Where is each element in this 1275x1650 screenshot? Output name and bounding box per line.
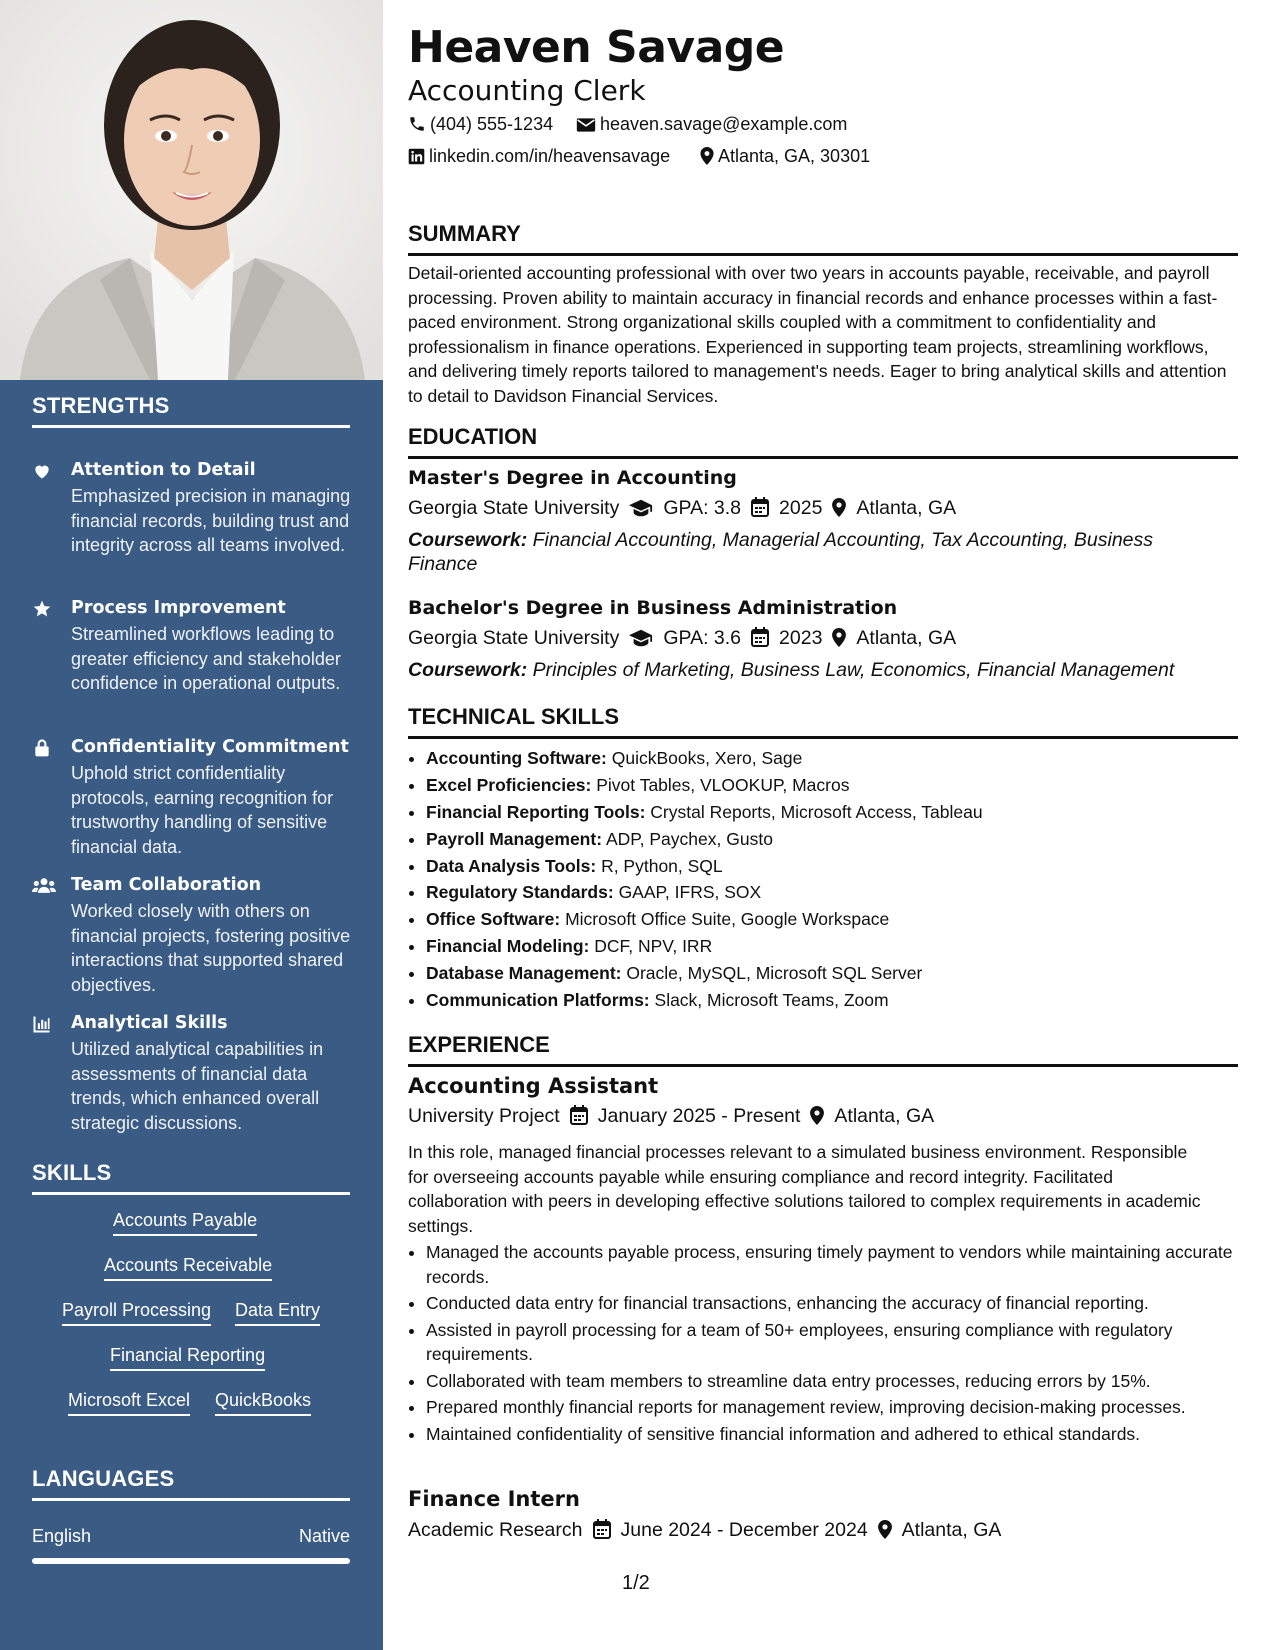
calendar-icon: [751, 627, 769, 653]
envelope-icon: [576, 117, 596, 138]
chart-icon: [32, 1014, 54, 1036]
job-title: Accounting Assistant: [408, 1074, 659, 1098]
coursework-label: Coursework:: [408, 529, 528, 551]
gpa: GPA: 3.8: [663, 497, 742, 519]
language-level: Native: [298, 1526, 350, 1546]
portrait-image: [0, 0, 383, 380]
strength-text: Worked closely with others on financial projects, fostering positive interactions that supported shared objectives.: [71, 901, 351, 995]
job-location: Atlanta, GA: [834, 1105, 935, 1127]
skill-category: Data Analysis Tools:: [426, 855, 597, 876]
users-icon: [32, 876, 54, 898]
skill-value: Pivot Tables, VLOOKUP, Macros: [596, 774, 850, 795]
summary-text: Detail-oriented accounting professional with over two years in accounts payable, receivable, and payroll processing. Proven ability to maintain accuracy in financial records and enhance processes within a fast-paced environment. Strong organizational skills coupled with a commitment to confidentiality and professionalism in finance operations. Experienced in supporting team projects, streamlining workflows, and delivering timely reports tailored to management's needs. Eager to bring analytical skills and attention to detail to Davidson Financial Services.: [408, 263, 1227, 406]
lock-icon: [32, 738, 54, 760]
list-item: • Conducted data entry for financial transactions, enhancing the accuracy of financial reporting.: [426, 1291, 1238, 1316]
location-text: Atlanta, GA, 30301: [718, 146, 871, 166]
list-item: • Maintained confidentiality of sensitive financial information and adhered to ethical standards.: [426, 1422, 1238, 1447]
language-row: [32, 1526, 350, 1547]
strength-title: Process Improvement: [71, 598, 286, 618]
skills-title: SKILLS: [32, 1160, 350, 1195]
skill-value: R, Python, SQL: [601, 855, 723, 876]
skill-value: GAAP, IFRS, SOX: [618, 882, 762, 903]
contact-location: [700, 146, 870, 170]
skill-category: Financial Reporting Tools:: [426, 801, 646, 822]
job-meta: [408, 1519, 1001, 1545]
list-item: [426, 827, 1238, 852]
phone-text: (404) 555-1234: [430, 114, 554, 134]
list-item: [426, 961, 1238, 986]
skill-value: DCF, NPV, IRR: [594, 936, 713, 957]
coursework-label: Coursework:: [408, 659, 528, 681]
list-item: [426, 934, 1238, 959]
skill-tag: Accounts Receivable: [104, 1255, 272, 1281]
skill-value: Crystal Reports, Microsoft Access, Tableau: [650, 801, 983, 822]
strength-title: Team Collaboration: [71, 875, 262, 895]
location-pin-icon: [832, 498, 846, 523]
skill-category: Payroll Management:: [426, 828, 603, 849]
job-location: Atlanta, GA: [901, 1519, 1002, 1541]
education-meta: [408, 497, 956, 523]
experience-title: EXPERIENCE: [408, 1032, 1238, 1067]
contact-email: [576, 114, 847, 138]
job-description: In this role, managed financial processes relevant to a simulated business environment. Responsible for overseeing accounts payable while ensuring compliance and record integrity. Facilitated collaboration with peers in developing effective solutions tailored to complex requirements in academic settings.: [408, 1142, 1201, 1236]
location-pin-icon: [700, 147, 714, 170]
page-number: 1/2: [622, 1572, 650, 1594]
school-location: Atlanta, GA: [856, 497, 957, 519]
skill-value: Slack, Microsoft Teams, Zoom: [654, 990, 889, 1011]
education-title: EDUCATION: [408, 424, 1238, 459]
school-location: Atlanta, GA: [856, 627, 957, 649]
language-proficiency-bar: [32, 1558, 350, 1564]
language-name: English: [32, 1526, 92, 1546]
skill-tag: QuickBooks: [215, 1390, 311, 1416]
skill-category: Accounting Software:: [426, 748, 607, 768]
graduation-cap-icon: [629, 629, 653, 653]
technical-skills-title: TECHNICAL SKILLS: [408, 704, 1238, 739]
degree-title: Master's Degree in Accounting: [408, 467, 737, 489]
job-dates: January 2025 - Present: [597, 1105, 801, 1127]
calendar-icon: [593, 1519, 611, 1545]
degree-title: Bachelor's Degree in Business Administration: [408, 597, 898, 619]
coursework: [408, 528, 1208, 576]
graduation-year: 2023: [779, 627, 823, 649]
email-link[interactable]: heaven.savage@example.com: [600, 114, 848, 134]
gpa: GPA: 3.6: [663, 627, 742, 649]
skill-tag: Microsoft Excel: [68, 1390, 190, 1416]
skill-tag: Accounts Payable: [113, 1210, 257, 1236]
job-meta: [408, 1105, 934, 1131]
skill-value: Microsoft Office Suite, Google Workspace: [565, 909, 890, 930]
candidate-title: Accounting Clerk: [408, 74, 646, 107]
education-meta: [408, 627, 956, 653]
profile-photo: [0, 0, 383, 380]
job-org: Academic Research: [408, 1519, 583, 1541]
strength-text: Utilized analytical capabilities in assessments of financial data trends, which enhanced overall strategic discussions.: [71, 1039, 324, 1133]
location-pin-icon: [810, 1106, 824, 1131]
linkedin-link[interactable]: linkedin.com/in/heavensavage: [429, 146, 671, 166]
strengths-title: STRENGTHS: [32, 393, 350, 428]
summary-title: SUMMARY: [408, 221, 1238, 256]
skill-tag: Data Entry: [235, 1300, 320, 1326]
skill-value: ADP, Paychex, Gusto: [605, 828, 773, 849]
school-name: Georgia State University: [408, 627, 620, 649]
linkedin-icon: [408, 148, 425, 170]
skill-tag: Financial Reporting: [110, 1345, 265, 1371]
graduation-cap-icon: [629, 499, 653, 523]
list-item: [426, 880, 1238, 905]
job-dates: June 2024 - December 2024: [620, 1519, 868, 1541]
graduation-year: 2025: [779, 497, 823, 519]
strength-text: Uphold strict confidentiality protocols, earning recognition for trustworthy handling of sensitive financial data.: [71, 763, 334, 857]
list-item: • Prepared monthly financial reports for management review, improving decision-making processes.: [426, 1395, 1238, 1420]
location-pin-icon: [832, 628, 846, 653]
skill-category: Excel Proficiencies:: [426, 774, 592, 795]
strength-title: Confidentiality Commitment: [71, 737, 349, 757]
list-item: [426, 988, 1238, 1013]
star-icon: [32, 599, 54, 621]
strength-text: Emphasized precision in managing financial records, building trust and integrity across all teams involved.: [71, 486, 351, 555]
skill-category: Communication Platforms:: [426, 990, 650, 1011]
languages-title: LANGUAGES: [32, 1466, 350, 1501]
skill-value: Oracle, MySQL, Microsoft SQL Server: [626, 963, 923, 984]
sidebar: [0, 0, 383, 1650]
skill-category: Database Management:: [426, 963, 622, 984]
calendar-icon: [570, 1105, 588, 1131]
list-item: • Assisted in payroll processing for a team of 50+ employees, ensuring compliance with regulatory requirements.: [426, 1318, 1238, 1367]
list-item: [426, 800, 1238, 825]
skill-category: Regulatory Standards:: [426, 882, 614, 903]
list-item: • Collaborated with team members to streamline data entry processes, reducing errors by 15%.: [426, 1369, 1238, 1394]
coursework-text: Principles of Marketing, Business Law, Economics, Financial Management: [532, 659, 1175, 681]
coursework: [408, 658, 1238, 682]
phone-icon: [408, 115, 426, 138]
skill-category: Office Software:: [426, 909, 561, 930]
job-org: University Project: [408, 1105, 560, 1127]
candidate-name: Heaven Savage: [408, 22, 785, 73]
skill-category: Financial Modeling:: [426, 936, 590, 957]
list-item: [426, 907, 1238, 932]
contact-phone: [408, 114, 553, 138]
contact-linkedin: [408, 146, 670, 170]
school-name: Georgia State University: [408, 497, 620, 519]
job-bullets: [408, 1240, 1238, 1448]
list-item: • Managed the accounts payable process, ensuring timely payment to vendors while maintaining accurate records.: [426, 1240, 1238, 1289]
list-item: [426, 773, 1238, 798]
strength-title: Analytical Skills: [71, 1013, 228, 1033]
coursework-text: Financial Accounting, Managerial Accounting, Tax Accounting, Business Finance: [408, 529, 1154, 575]
calendar-icon: [751, 497, 769, 523]
skill-value: QuickBooks, Xero, Sage: [611, 748, 803, 768]
technical-skills-list: [408, 746, 1238, 1015]
strength-text: Streamlined workflows leading to greater efficiency and stakeholder confidence in operational outputs.: [71, 624, 341, 693]
list-item: [426, 746, 1238, 771]
strength-title: Attention to Detail: [71, 460, 256, 480]
list-item: [426, 854, 1238, 879]
skill-tag: Payroll Processing: [62, 1300, 211, 1326]
heart-icon: [32, 461, 54, 483]
job-title: Finance Intern: [408, 1487, 580, 1511]
location-pin-icon: [878, 1520, 892, 1545]
